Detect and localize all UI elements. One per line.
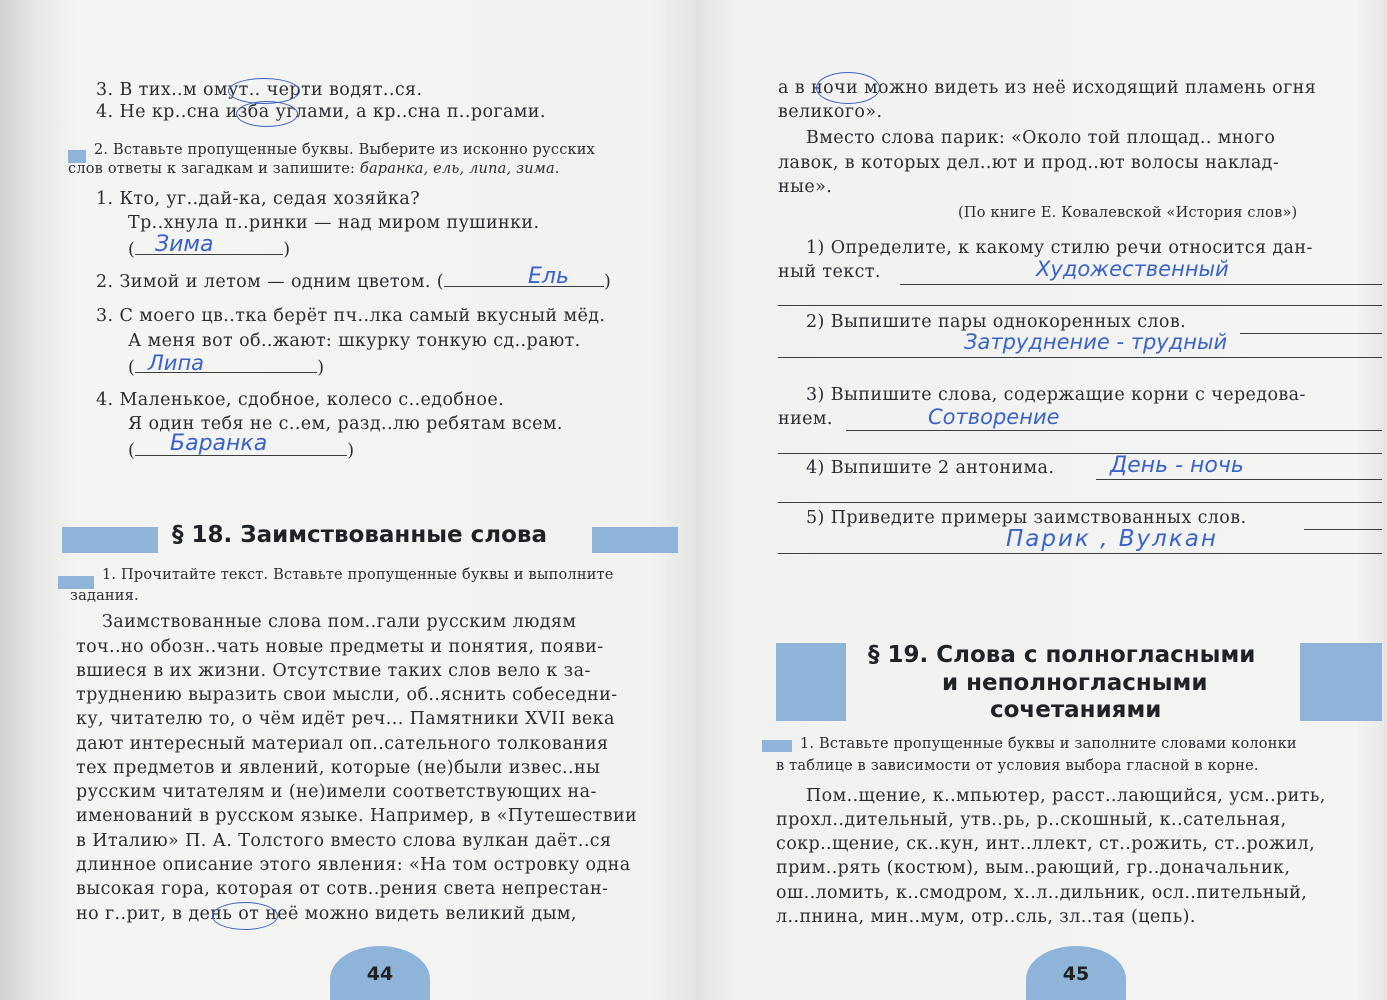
answer-rule-2 bbox=[1240, 333, 1382, 334]
task2-words: баранка, ель, липа, зима. bbox=[359, 161, 560, 177]
right-page bbox=[696, 0, 1387, 1000]
section-18-title: § 18. Заимствованные слова bbox=[172, 522, 547, 548]
answer-den-noch: День - ночь bbox=[1110, 453, 1244, 478]
text-line-11: длинное описание этого явления: «На том островку одна bbox=[76, 855, 631, 875]
word-line-2: прохл..дительный, утв..рь, р..скошный, к..сательная, bbox=[776, 810, 1287, 830]
text-line-13: но г..рит, в день от неё можно видеть великий дым, bbox=[76, 904, 577, 924]
question-3a: 3) Выпишите слова, содержащие корни с чередова- bbox=[806, 385, 1306, 405]
riddle-1a: 1. Кто, уг..дай-ка, седая хозяйка? bbox=[96, 189, 420, 209]
answer-line-3: ( ) bbox=[128, 358, 325, 378]
answer-rule-3b bbox=[778, 453, 1382, 454]
question-2: 2) Выпишите пары однокоренных слов. bbox=[806, 312, 1187, 332]
section-band-right bbox=[592, 527, 678, 553]
task19-marker bbox=[762, 740, 792, 752]
riddle-3a: 3. С моего цв..тка берёт пч..лка самый вкусный мёд. bbox=[96, 306, 606, 326]
ink-circle-nochi bbox=[816, 72, 880, 104]
answer-zima: Зима bbox=[155, 232, 214, 257]
section-19-title-1: § 19. Слова с полногласными bbox=[868, 642, 1256, 668]
proverb-line-3: 3. В тих..м омут.. черти водят..ся. bbox=[96, 80, 423, 100]
task2-prefix: слов ответы к загадкам и запишите: bbox=[68, 161, 360, 177]
section-band-left bbox=[62, 527, 158, 553]
text-line-12: высокая гора, которая от сотв..рения света непрестан- bbox=[76, 879, 609, 899]
text-line-9: именований в русском языке. Например, в «Путешествии bbox=[76, 806, 638, 826]
answer-parik-vulkan: Парик , Вулкан bbox=[1006, 526, 1218, 552]
word-line-6: л..пнина, мин..мум, отр..сль, зл..тая (цепь). bbox=[776, 907, 1196, 927]
question-1a: 1) Определите, к какому стилю речи относится дан- bbox=[806, 238, 1313, 258]
page-number-45: 45 bbox=[1026, 946, 1126, 1000]
question-5: 5) Приведите примеры заимствованных слов. bbox=[806, 508, 1247, 528]
word-line-5: ош..ломить, к..смодром, х..л..дильник, осл..пительный, bbox=[776, 883, 1308, 903]
riddle-3b: А меня вот об..жают: шкурку тонкую сд..рают. bbox=[128, 331, 581, 351]
text-line-2: точ..но обозн..чать новые предметы и понятия, появи- bbox=[76, 637, 604, 657]
task19-instruction-cont: в таблице в зависимости от условия выбора гласной в корне. bbox=[776, 758, 1259, 774]
proverb-line-4: 4. Не кр..сна изба углами, а кр..сна п..рогами. bbox=[96, 102, 546, 122]
task2-instruction-cont bbox=[68, 161, 560, 177]
riddle-4b: Я один тебя не с..ем, разд..лю ребятам всем. bbox=[128, 414, 563, 434]
question-1b: ный текст. bbox=[778, 262, 881, 282]
task19-instruction: 1. Вставьте пропущенные буквы и заполните словами колонки bbox=[800, 736, 1297, 752]
riddle-4a: 4. Маленькое, сдобное, колесо с..едобное. bbox=[96, 390, 505, 410]
source-attribution: (По книге Е. Ковалевской «История слов») bbox=[958, 205, 1298, 221]
answer-rule-4 bbox=[1096, 479, 1382, 480]
answer-rule-5b bbox=[778, 553, 1382, 554]
text-line-7: тех предметов и явлений, которые (не)были извес..ны bbox=[76, 758, 601, 778]
answer-rule-5 bbox=[1304, 529, 1382, 530]
word-line-4: прим..рять (костюм), вым..рающий, гр..доначальник, bbox=[776, 858, 1291, 878]
ink-circle-den bbox=[212, 902, 278, 930]
text-line-4: труднению выразить свои мысли, об..яснить собеседни- bbox=[76, 685, 618, 705]
text-line-6: дают интересный материал оп..сательного толкования bbox=[76, 734, 609, 754]
word-line-3: сокр..щение, ск..кун, инт..ллект, ст..рожить, ст..рожил, bbox=[776, 834, 1316, 854]
section-19-title-2: и неполногласными bbox=[942, 670, 1208, 696]
section-19-title-3: сочетаниями bbox=[990, 697, 1162, 723]
r-text-line-2: великого». bbox=[778, 102, 883, 122]
question-4: 4) Выпишите 2 антонима. bbox=[806, 458, 1055, 478]
text-line-8: русским читателям и (не)имели соответствующих на- bbox=[76, 782, 597, 802]
r-text-line-4: лавок, в которых дел..ют и прод..ют волосы наклад- bbox=[778, 153, 1280, 173]
answer-rule-1b bbox=[778, 305, 1382, 306]
answer-rule-3 bbox=[846, 430, 1382, 431]
question-3b: нием. bbox=[778, 409, 833, 429]
answer-baranka: Баранка bbox=[170, 431, 268, 456]
r-text-line-1: а в ночи можно видеть из неё исходящий пламень огня bbox=[778, 78, 1317, 98]
page-number-44: 44 bbox=[330, 946, 430, 1000]
riddle-2: 2. Зимой и летом — одним цветом. ( ) bbox=[96, 272, 612, 292]
answer-khudozhestvenny: Художественный bbox=[1036, 257, 1229, 281]
answer-rule-4b bbox=[778, 502, 1382, 503]
text-line-5: ку, читателю то, о чём идёт реч... Памятники XVII века bbox=[76, 709, 615, 729]
riddle-1b: Тр..хнула п..ринки — над миром пушинки. bbox=[128, 213, 540, 233]
riddle-2-text: 2. Зимой и летом — одним цветом. ( bbox=[96, 272, 445, 292]
answer-el: Ель bbox=[528, 264, 569, 289]
task1-instruction: 1. Прочитайте текст. Вставьте пропущенные буквы и выполните bbox=[102, 567, 614, 583]
section19-band-left bbox=[776, 643, 846, 721]
answer-rule-1 bbox=[900, 284, 1382, 285]
answer-line-4: ( ) bbox=[128, 441, 355, 461]
text-line-3: вшиеся в их жизни. Отсутствие таких слов вело к за- bbox=[76, 661, 591, 681]
answer-zatrudnenie: Затруднение - трудный bbox=[964, 330, 1228, 354]
text-line-1: Заимствованные слова пом..гали русским людям bbox=[102, 612, 577, 632]
task1-instruction-cont: задания. bbox=[70, 588, 139, 604]
ink-circle-izba bbox=[236, 101, 298, 127]
r-text-line-3: Вместо слова парик: «Около той площад.. много bbox=[806, 128, 1276, 148]
word-line-1: Пом..щение, к..мпьютер, расст..лающийся, усм..рить, bbox=[806, 786, 1326, 806]
text-line-10: в Италию» П. А. Толстого вместо слова вулкан даёт..ся bbox=[76, 831, 612, 851]
answer-line-1: ( ) bbox=[128, 240, 291, 260]
answer-lipa: Липа bbox=[148, 351, 205, 375]
answer-sotvorenie: Сотворение bbox=[928, 405, 1060, 429]
task2-instruction: 2. Вставьте пропущенные буквы. Выберите из исконно русских bbox=[94, 142, 596, 158]
section19-band-right bbox=[1300, 643, 1382, 721]
answer-rule-2b bbox=[778, 357, 1382, 358]
r-text-line-5: ные». bbox=[778, 177, 833, 197]
